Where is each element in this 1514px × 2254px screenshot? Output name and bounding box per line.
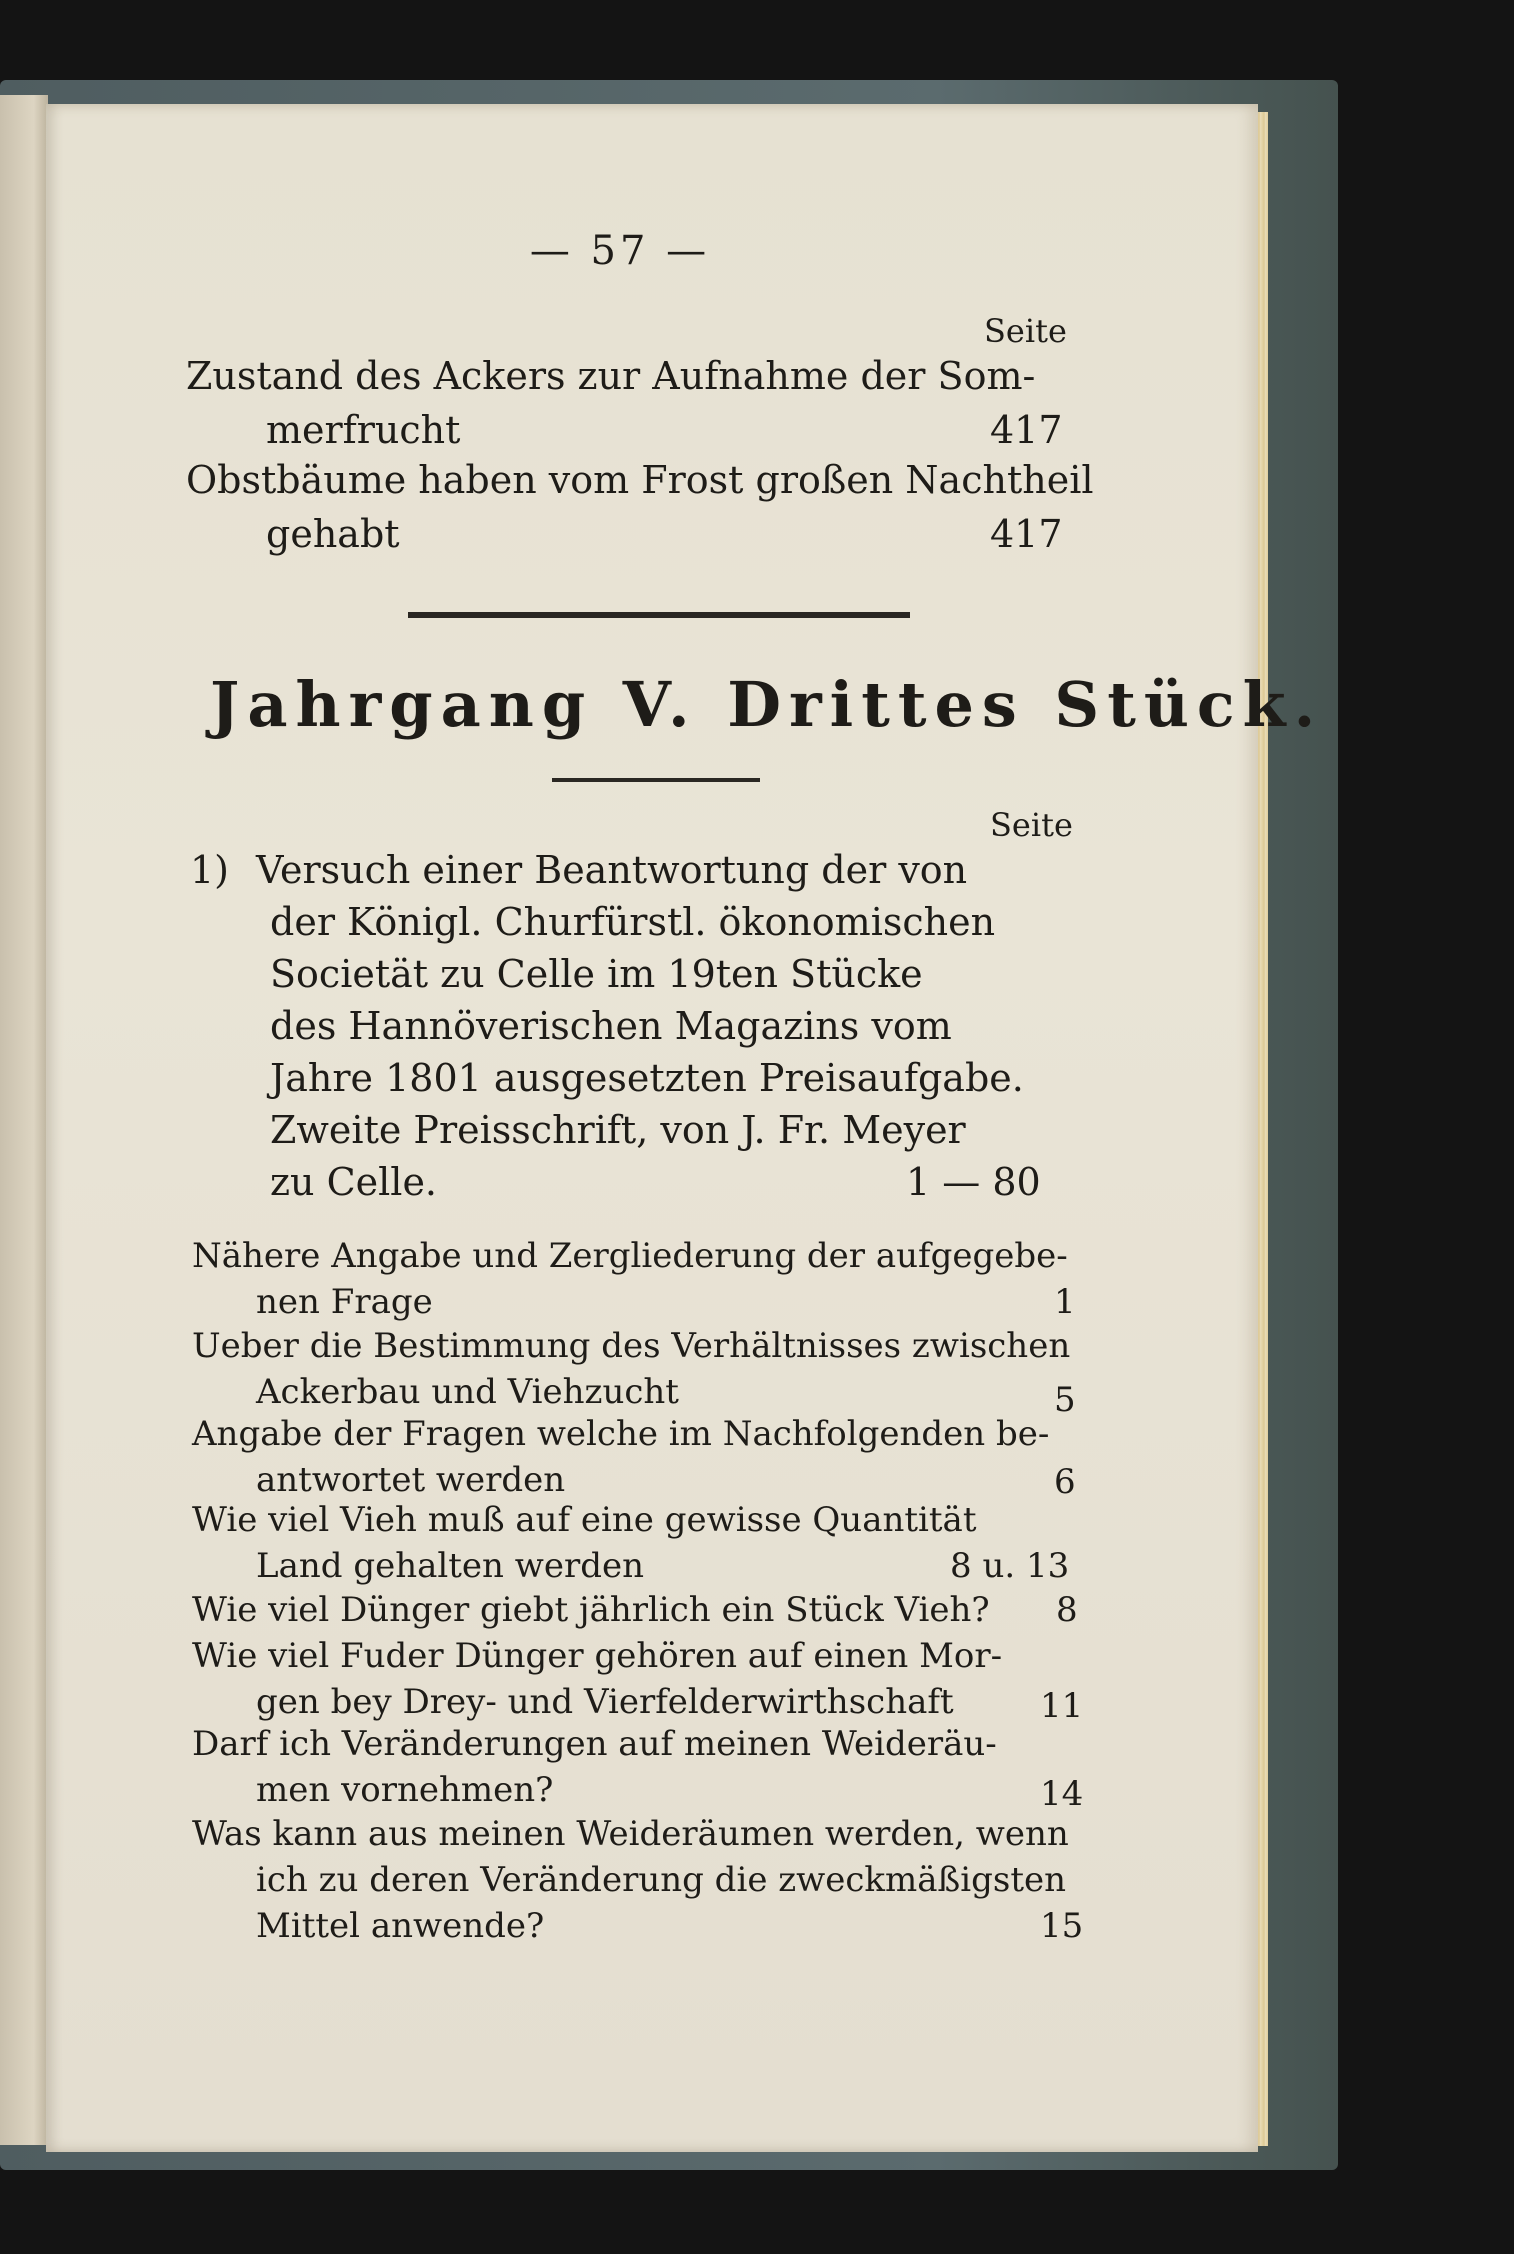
sub-entry-3-line2: antwortet werden (256, 1460, 566, 1500)
main-line-5: Jahre 1801 ausgesetzten Preisaufgabe. (270, 1056, 1024, 1100)
top-entry-2-line2: gehabt (266, 512, 400, 556)
section-heading: Jahrgang V. Drittes Stück. (210, 668, 1324, 741)
sub-entry-2-line1: Ueber die Bestimmung des Verhältnisses zwischen (192, 1326, 1071, 1366)
section-divider-rule (408, 612, 910, 618)
sub-entry-5-line1: Wie viel Dünger giebt jährlich ein Stück Vieh? (192, 1590, 990, 1630)
sub-entry-6-page: 11 (1040, 1686, 1084, 1726)
sub-entry-6-line2: gen bey Drey- und Vierfelderwirthschaft (256, 1682, 954, 1722)
sub-entry-8-line3: Mittel anwende? (256, 1906, 545, 1946)
sub-entry-7-line1: Darf ich Veränderungen auf meinen Weideräu- (192, 1724, 997, 1764)
main-page-range: 1 — 80 (906, 1160, 1041, 1204)
main-line-2: der Königl. Churfürstl. ökonomischen (270, 900, 996, 944)
sub-entry-3-page: 6 (1054, 1462, 1076, 1502)
sub-entry-8-line2: ich zu deren Veränderung die zweckmäßigsten (256, 1860, 1067, 1900)
sub-entry-8-line1: Was kann aus meinen Weideräumen werden, wenn (192, 1814, 1069, 1854)
left-page-edge (0, 95, 48, 2145)
sub-entry-2-line2: Ackerbau und Viehzucht (256, 1372, 679, 1412)
heading-underline-rule (552, 778, 760, 782)
main-line-6: Zweite Preisschrift, von J. Fr. Meyer (270, 1108, 966, 1152)
sub-entry-8-page: 15 (1040, 1906, 1084, 1946)
sub-entry-1-line1: Nähere Angabe und Zergliederung der aufgegebe- (192, 1236, 1068, 1276)
sub-entry-4-line2: Land gehalten werden (256, 1546, 644, 1586)
seite-label-main: Seite (990, 806, 1073, 844)
sub-entry-4-page: 8 u. 13 (950, 1546, 1070, 1586)
page-number: — 57 — (529, 228, 711, 274)
main-line-4: des Hannöverischen Magazins vom (270, 1004, 952, 1048)
sub-entry-7-line2: men vornehmen? (256, 1770, 554, 1810)
sub-entry-1-line2: nen Frage (256, 1282, 433, 1322)
sub-entry-7-page: 14 (1040, 1774, 1084, 1814)
top-entry-1-line1: Zustand des Ackers zur Aufnahme der Som- (186, 354, 1036, 398)
sub-entry-4-line1: Wie viel Vieh muß auf eine gewisse Quantität (192, 1500, 977, 1540)
sub-entry-6-line1: Wie viel Fuder Dünger gehören auf einen Mor- (192, 1636, 1003, 1676)
top-entry-1-page: 417 (990, 408, 1063, 452)
main-line-7: zu Celle. (270, 1160, 438, 1204)
sub-entry-1-page: 1 (1054, 1282, 1076, 1322)
top-entry-2-page: 417 (990, 512, 1063, 556)
top-entry-2-line1: Obstbäume haben vom Frost großen Nachtheil (186, 458, 1094, 502)
sub-entry-2-page: 5 (1054, 1380, 1076, 1420)
sub-entry-3-line1: Angabe der Fragen welche im Nachfolgenden be- (192, 1414, 1050, 1454)
sub-entry-5-page: 8 (1056, 1590, 1078, 1630)
main-line-1: Versuch einer Beantwortung der von (256, 848, 968, 892)
item-number: 1) (190, 848, 230, 892)
top-entry-1-line2: merfrucht (266, 408, 461, 452)
main-line-3: Societät zu Celle im 19ten Stücke (270, 952, 923, 996)
seite-label-top: Seite (984, 312, 1067, 350)
